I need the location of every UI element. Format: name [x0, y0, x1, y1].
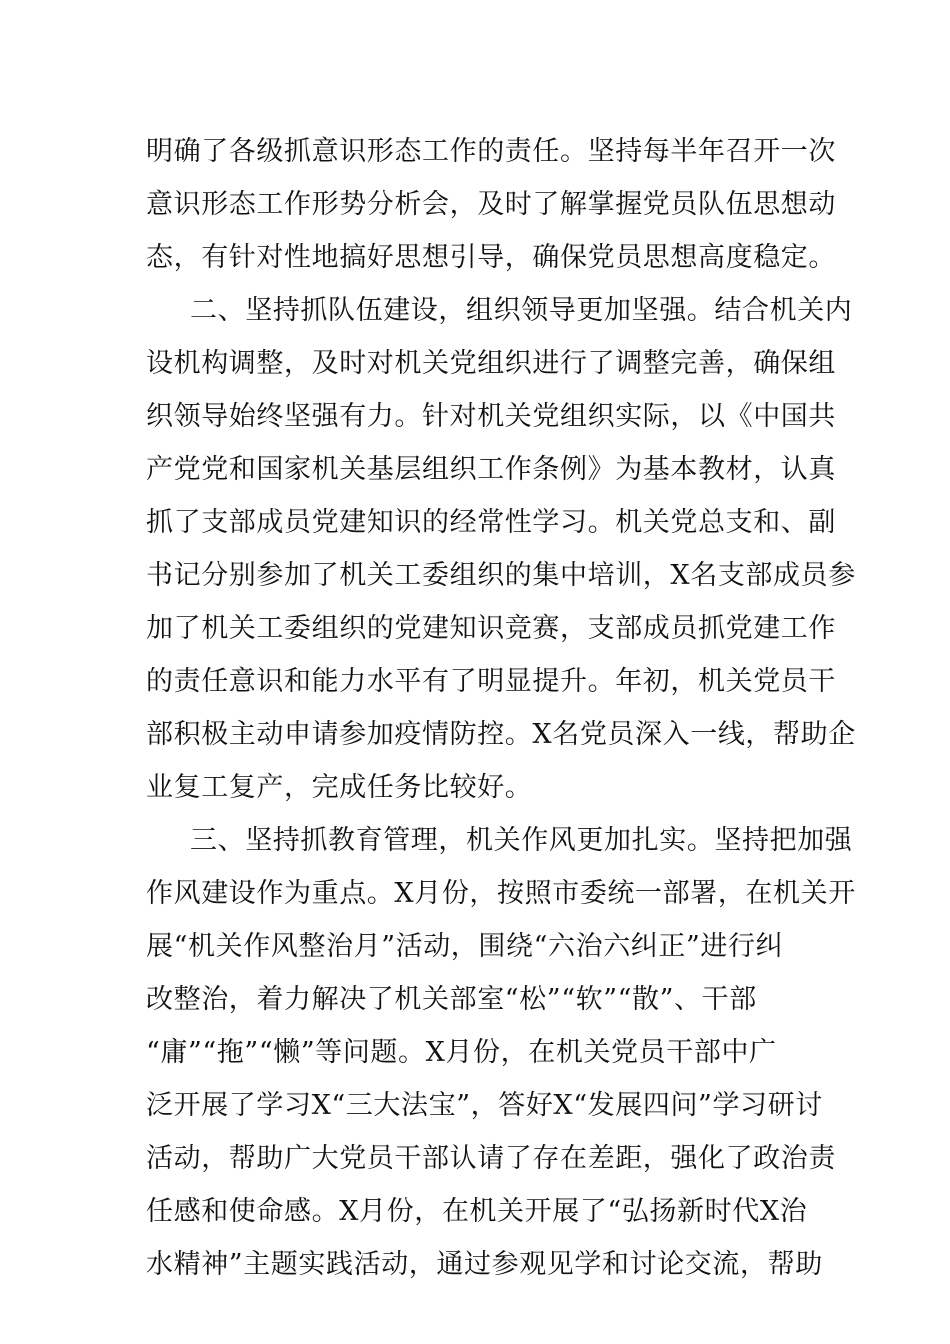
text-line: 的责任意识和能力水平有了明显提升。年初，机关党员干: [146, 666, 836, 697]
text-line: 书记分别参加了机关工委组织的集中培训，X名支部成员参: [146, 560, 856, 591]
text-line: 活动，帮助广大党员干部认请了存在差距，强化了政治责: [146, 1143, 836, 1174]
text-line: 明确了各级抓意识形态工作的责任。坚持每半年召开一次: [146, 136, 836, 167]
text-line: 抓了支部成员党建知识的经常性学习。机关党总支和、副: [146, 507, 836, 538]
text-line: 部积极主动申请参加疫情防控。X名党员深入一线，帮助企: [146, 719, 856, 750]
paragraph-3-first-line: 三、坚持抓教育管理，机关作风更加扎实。坚持把加强: [190, 825, 853, 856]
text-line: 水精神”主题实践活动，通过参观见学和讨论交流，帮助: [146, 1249, 823, 1280]
text-line: 作风建设作为重点。X月份，按照市委统一部署，在机关开: [146, 878, 856, 909]
text-line: 泛开展了学习X“三大法宝”，答好X“发展四问”学习研讨: [146, 1090, 823, 1121]
text-line: 态，有针对性地搞好思想引导，确保党员思想高度稳定。: [146, 242, 836, 273]
text-line: 织领导始终坚强有力。针对机关党组织实际，以《中国共: [146, 401, 836, 432]
text-line: 产党党和国家机关基层组织工作条例》为基本教材，认真: [146, 454, 836, 485]
text-line: “庸”“拖”“懒”等问题。X月份，在机关党员干部中广: [146, 1037, 777, 1068]
text-line: 设机构调整，及时对机关党组织进行了调整完善，确保组: [146, 348, 836, 379]
text-line: 改整治，着力解决了机关部室“松”“软”“散”、干部: [146, 984, 757, 1015]
text-line: 加了机关工委组织的党建知识竞赛，支部成员抓党建工作: [146, 613, 836, 644]
text-line: 业复工复产，完成任务比较好。: [146, 772, 533, 803]
text-line: 意识形态工作形势分析会，及时了解掌握党员队伍思想动: [146, 189, 836, 220]
text-line: 任感和使命感。X月份，在机关开展了“弘扬新时代X治: [146, 1196, 808, 1227]
paragraph-2-first-line: 二、坚持抓队伍建设，组织领导更加坚强。结合机关内: [190, 295, 853, 326]
text-line: 展“机关作风整治月”活动，围绕“六治六纠正”进行纠: [146, 931, 784, 962]
